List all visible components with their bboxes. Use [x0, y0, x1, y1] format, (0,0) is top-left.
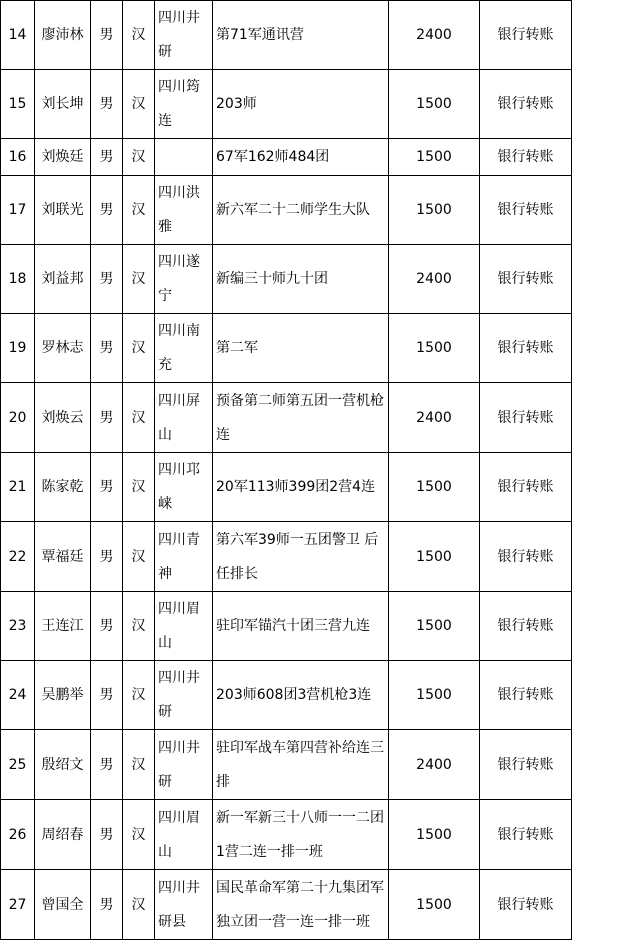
cell-hometown: 四川邛崃	[155, 453, 213, 522]
cell-unit: 67军162师484团	[213, 139, 389, 176]
cell-payment: 银行转账	[480, 176, 572, 245]
cell-ethnicity: 汉	[123, 383, 155, 453]
table-row	[1, 522, 572, 592]
cell-unit: 第六军39师一五团警卫 后任排长	[213, 522, 389, 592]
cell-unit: 新编三十师九十团	[213, 245, 389, 314]
table-row	[1, 592, 572, 661]
cell-amount: 1500	[389, 592, 480, 661]
cell-amount: 1500	[389, 139, 480, 176]
cell-name: 周绍春	[35, 800, 91, 870]
cell-ethnicity: 汉	[123, 453, 155, 522]
cell-unit: 20军113师399团2营4连	[213, 453, 389, 522]
cell-sex: 男	[91, 383, 123, 453]
cell-name: 刘焕云	[35, 383, 91, 453]
cell-amount: 2400	[389, 383, 480, 453]
cell-name: 刘焕廷	[35, 139, 91, 176]
cell-payment: 银行转账	[480, 383, 572, 453]
cell-number: 21	[1, 453, 35, 522]
cell-payment: 银行转账	[480, 730, 572, 800]
cell-number: 25	[1, 730, 35, 800]
cell-unit: 驻印军战车第四营补给连三排	[213, 730, 389, 800]
cell-payment: 银行转账	[480, 870, 572, 940]
table-row	[1, 314, 572, 383]
table-row	[1, 800, 572, 870]
cell-hometown: 四川遂宁	[155, 245, 213, 314]
cell-sex: 男	[91, 661, 123, 730]
cell-name: 罗林志	[35, 314, 91, 383]
cell-amount: 1500	[389, 176, 480, 245]
cell-name: 曾国全	[35, 870, 91, 940]
cell-amount: 1500	[389, 314, 480, 383]
cell-number: 24	[1, 661, 35, 730]
cell-sex: 男	[91, 453, 123, 522]
cell-hometown: 四川井研	[155, 661, 213, 730]
cell-name: 刘益邦	[35, 245, 91, 314]
cell-payment: 银行转账	[480, 522, 572, 592]
cell-name: 陈家乾	[35, 453, 91, 522]
cell-unit: 新一军新三十八师一一二团1营二连一排一班	[213, 800, 389, 870]
cell-number: 19	[1, 314, 35, 383]
cell-payment: 银行转账	[480, 314, 572, 383]
cell-number: 14	[1, 1, 35, 70]
cell-hometown	[155, 139, 213, 176]
cell-ethnicity: 汉	[123, 592, 155, 661]
cell-name: 殷绍文	[35, 730, 91, 800]
cell-unit: 第二军	[213, 314, 389, 383]
cell-hometown: 四川筠连	[155, 70, 213, 139]
cell-ethnicity: 汉	[123, 1, 155, 70]
cell-amount: 2400	[389, 245, 480, 314]
table-row	[1, 870, 572, 940]
cell-sex: 男	[91, 800, 123, 870]
cell-number: 15	[1, 70, 35, 139]
cell-name: 覃福廷	[35, 522, 91, 592]
cell-payment: 银行转账	[480, 70, 572, 139]
cell-amount: 2400	[389, 1, 480, 70]
cell-number: 20	[1, 383, 35, 453]
table-row	[1, 661, 572, 730]
cell-amount: 2400	[389, 730, 480, 800]
cell-sex: 男	[91, 870, 123, 940]
cell-number: 18	[1, 245, 35, 314]
cell-payment: 银行转账	[480, 800, 572, 870]
cell-hometown: 四川井研县	[155, 870, 213, 940]
cell-payment: 银行转账	[480, 592, 572, 661]
cell-payment: 银行转账	[480, 661, 572, 730]
cell-sex: 男	[91, 592, 123, 661]
table-row	[1, 176, 572, 245]
cell-number: 17	[1, 176, 35, 245]
cell-payment: 银行转账	[480, 1, 572, 70]
cell-hometown: 四川井研	[155, 730, 213, 800]
cell-sex: 男	[91, 1, 123, 70]
cell-unit: 203师608团3营机枪3连	[213, 661, 389, 730]
cell-name: 刘长坤	[35, 70, 91, 139]
roster-body	[1, 1, 572, 940]
cell-name: 王连江	[35, 592, 91, 661]
table-row	[1, 139, 572, 176]
cell-hometown: 四川眉山	[155, 800, 213, 870]
table-row	[1, 730, 572, 800]
cell-hometown: 四川眉山	[155, 592, 213, 661]
cell-sex: 男	[91, 730, 123, 800]
cell-amount: 1500	[389, 522, 480, 592]
cell-name: 廖沛林	[35, 1, 91, 70]
cell-sex: 男	[91, 522, 123, 592]
cell-amount: 1500	[389, 661, 480, 730]
cell-number: 27	[1, 870, 35, 940]
table-row	[1, 245, 572, 314]
cell-number: 22	[1, 522, 35, 592]
cell-ethnicity: 汉	[123, 661, 155, 730]
cell-unit: 驻印军锚汽十团三营九连	[213, 592, 389, 661]
cell-unit: 203师	[213, 70, 389, 139]
table-row	[1, 453, 572, 522]
cell-ethnicity: 汉	[123, 139, 155, 176]
cell-sex: 男	[91, 176, 123, 245]
cell-payment: 银行转账	[480, 139, 572, 176]
cell-sex: 男	[91, 70, 123, 139]
cell-ethnicity: 汉	[123, 314, 155, 383]
cell-payment: 银行转账	[480, 453, 572, 522]
cell-ethnicity: 汉	[123, 245, 155, 314]
cell-unit: 第71军通讯营	[213, 1, 389, 70]
cell-ethnicity: 汉	[123, 522, 155, 592]
cell-ethnicity: 汉	[123, 870, 155, 940]
cell-number: 23	[1, 592, 35, 661]
cell-ethnicity: 汉	[123, 70, 155, 139]
cell-unit: 预备第二师第五团一营机枪连	[213, 383, 389, 453]
cell-amount: 1500	[389, 870, 480, 940]
cell-hometown: 四川洪雅	[155, 176, 213, 245]
cell-hometown: 四川屏山	[155, 383, 213, 453]
cell-sex: 男	[91, 139, 123, 176]
table-row	[1, 70, 572, 139]
cell-number: 26	[1, 800, 35, 870]
cell-number: 16	[1, 139, 35, 176]
cell-hometown: 四川井研	[155, 1, 213, 70]
cell-hometown: 四川南充	[155, 314, 213, 383]
cell-payment: 银行转账	[480, 245, 572, 314]
cell-amount: 1500	[389, 70, 480, 139]
cell-sex: 男	[91, 314, 123, 383]
cell-name: 吴鹏举	[35, 661, 91, 730]
cell-name: 刘联光	[35, 176, 91, 245]
cell-amount: 1500	[389, 800, 480, 870]
cell-unit: 新六军二十二师学生大队	[213, 176, 389, 245]
cell-ethnicity: 汉	[123, 800, 155, 870]
cell-amount: 1500	[389, 453, 480, 522]
table-row	[1, 1, 572, 70]
cell-ethnicity: 汉	[123, 176, 155, 245]
cell-unit: 国民革命军第二十九集团军独立团一营一连一排一班	[213, 870, 389, 940]
table-row	[1, 383, 572, 453]
cell-sex: 男	[91, 245, 123, 314]
cell-hometown: 四川青神	[155, 522, 213, 592]
cell-ethnicity: 汉	[123, 730, 155, 800]
